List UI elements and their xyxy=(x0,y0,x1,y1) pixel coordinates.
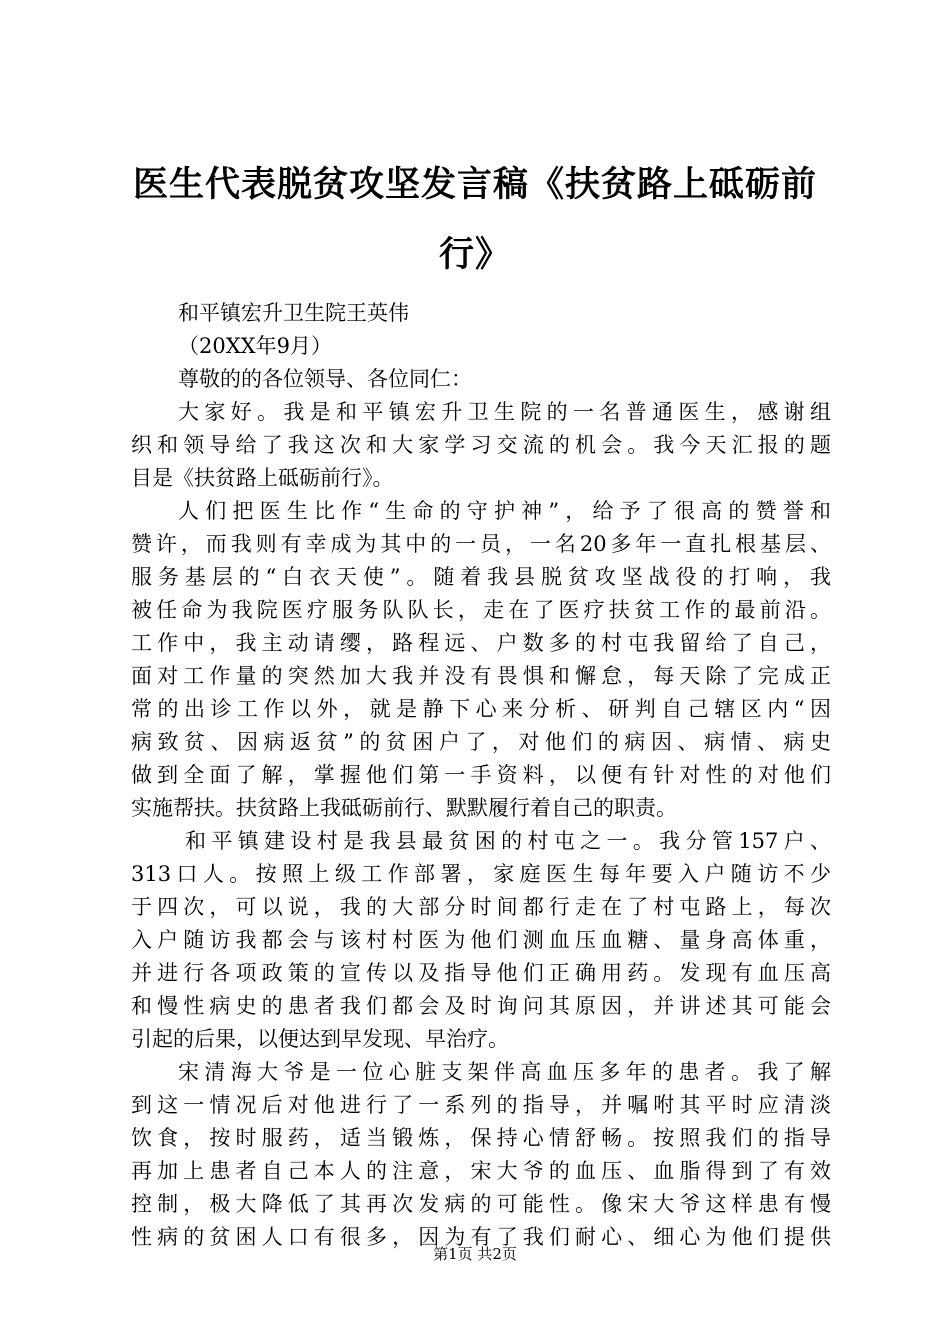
document-title-line-1: 医生代表脱贫攻坚发言稿《扶贫路上砥砺前 xyxy=(132,165,817,205)
body-line: 和平镇建设村是我县最贫困的村屯之一。我分管157户、 xyxy=(185,829,831,853)
body-line: 饮食，按时服药，适当锻炼，保持心情舒畅。按照我们的指导 xyxy=(131,1126,831,1150)
body-line: 大家好。我是和平镇宏升卫生院的一名普通医生，感谢组 xyxy=(178,400,831,424)
body-line: 控制，极大降低了其再次发病的可能性。像宋大爷这样患有慢 xyxy=(131,1192,831,1216)
body-line: 于四次，可以说，我的大部分时间都行走在了村屯路上，每次 xyxy=(131,895,831,919)
body-line: 宋清海大爷是一位心脏支架伴高血压多年的患者。我了解 xyxy=(178,1060,831,1084)
body-line: 赞许，而我则有幸成为其中的一员，一名20多年一直扎根基层、 xyxy=(131,532,831,556)
body-line: 到这一情况后对他进行了一系列的指导，并嘱咐其平时应清淡 xyxy=(131,1093,831,1117)
author-line: 和平镇宏升卫生院王英伟 xyxy=(178,301,409,325)
body-line: 并进行各项政策的宣传以及指导他们正确用药。发现有血压高 xyxy=(131,961,831,985)
body-line: 人们把医生比作“生命的守护神”，给予了很高的赞誉和 xyxy=(178,499,831,523)
body-line: 入户随访我都会与该村村医为他们测血压血糖、量身高体重， xyxy=(131,928,831,952)
body-line: 目是《扶贫路上砥砺前行》。 xyxy=(131,466,394,490)
body-line: 实施帮扶。扶贫路上我砥砺前行、默默履行着自己的职责。 xyxy=(131,796,677,820)
body-line: 和慢性病史的患者我们都会及时询问其原因，并讲述其可能会 xyxy=(131,994,831,1018)
body-line: 病致贫、因病返贫”的贫困户了，对他们的病因、病情、病史 xyxy=(131,730,831,754)
body-line: 常的出诊工作以外，就是静下心来分析、研判自己辖区内“因 xyxy=(131,697,831,721)
document-title-line-2: 行》 xyxy=(438,235,511,275)
body-line: 织和领导给了我这次和大家学习交流的机会。我今天汇报的题 xyxy=(131,433,831,457)
body-line: 性病的贫困人口有很多，因为有了我们耐心、细心为他们提供 xyxy=(131,1225,831,1249)
body-line: 工作中，我主动请缨，路程远、户数多的村屯我留给了自己， xyxy=(131,631,831,655)
body-line: 服务基层的“白衣天使”。随着我县脱贫攻坚战役的打响，我 xyxy=(131,565,831,589)
body-line: 被任命为我院医疗服务队队长，走在了医疗扶贫工作的最前沿。 xyxy=(131,598,831,622)
document-body xyxy=(131,297,831,1254)
body-line: 再加上患者自己本人的注意，宋大爷的血压、血脂得到了有效 xyxy=(131,1159,831,1183)
date-line: （20XX年9月） xyxy=(178,334,332,358)
page-footer: 第1页 共2页 xyxy=(433,1245,517,1263)
body-line: 面对工作量的突然加大我并没有畏惧和懈怠，每天除了完成正 xyxy=(131,664,831,688)
salutation-line: 尊敬的的各位领导、各位同仁： xyxy=(178,367,472,391)
body-line: 313口人。按照上级工作部署，家庭医生每年要入户随访不少 xyxy=(131,862,831,886)
body-line: 做到全面了解，掌握他们第一手资料，以便有针对性的对他们 xyxy=(131,763,831,787)
body-line: 引起的后果，以便达到早发现、早治疗。 xyxy=(131,1027,509,1051)
